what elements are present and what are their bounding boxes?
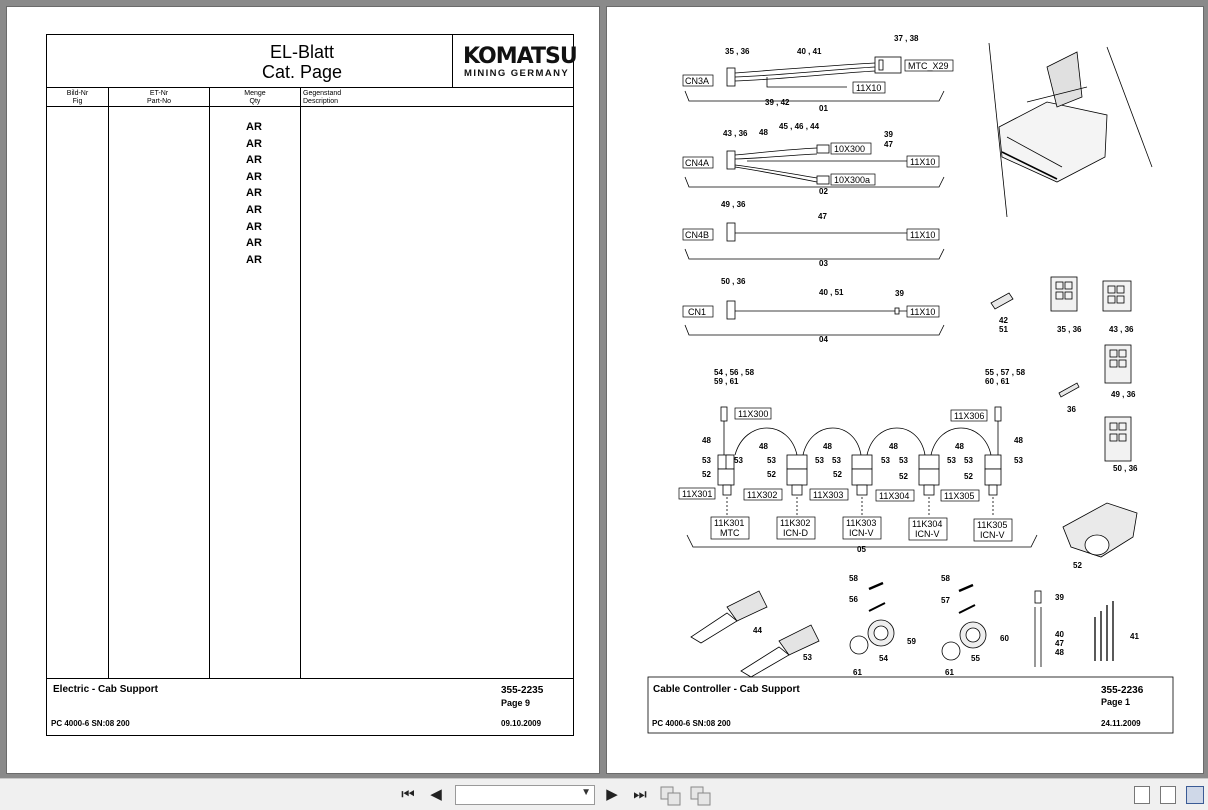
part-label: 48 — [759, 128, 768, 137]
part-label: 52 — [702, 470, 711, 479]
part-label: 52 — [833, 470, 842, 479]
part-label: 36 — [1067, 405, 1076, 414]
connector-tag: CN4B — [685, 230, 710, 240]
connector-tag: CN4A — [685, 158, 710, 168]
previous-page-button[interactable]: ◀ — [430, 786, 442, 803]
footer-page: Page 1 — [1101, 697, 1131, 707]
connector-tag: MTC_X29 — [908, 61, 949, 71]
group-bracket — [685, 91, 944, 101]
part-label: 49 , 36 — [721, 200, 746, 209]
part-label: 48 — [823, 442, 832, 451]
part-label: 53 — [947, 456, 956, 465]
connector-tag: 11X10 — [910, 157, 936, 167]
part-label: 43 , 36 — [1109, 325, 1134, 334]
socket-tag: 11X303 — [813, 490, 844, 500]
first-page-button[interactable]: ⏮ — [401, 786, 415, 803]
module-name: ICN-V — [980, 530, 1005, 540]
part-label: 53 — [803, 653, 812, 662]
qty-cell: AR — [246, 254, 262, 266]
qty-cell: AR — [246, 154, 262, 166]
footer-title: Electric - Cab Support — [53, 684, 159, 695]
socket-tag: 11X304 — [879, 491, 910, 501]
column-divider — [300, 88, 301, 678]
part-label: 53 — [964, 456, 973, 465]
part-label: 53 — [1014, 456, 1023, 465]
part-label: 53 — [832, 456, 841, 465]
part-label: 57 — [941, 596, 950, 605]
part-label: 39 — [895, 289, 904, 298]
qty-cell: AR — [246, 171, 262, 183]
qty-cell: AR — [246, 237, 262, 249]
qty-cell: AR — [246, 138, 262, 150]
left-catalog-page — [6, 6, 600, 774]
part-label: 55 — [971, 654, 980, 663]
qty-cell: AR — [246, 121, 262, 133]
title-block — [47, 35, 577, 88]
part-label: 53 — [899, 456, 908, 465]
logo-wordmark: KOMATSU — [463, 44, 577, 69]
footer-model: PC 4000-6 SN:08 200 — [51, 719, 130, 728]
group-number: 04 — [819, 335, 828, 344]
group-number: 01 — [819, 104, 828, 113]
part-label: 40 , 41 — [797, 47, 822, 56]
right-diagram-page — [606, 6, 1204, 774]
socket-tag: 11X302 — [747, 490, 778, 500]
footer-date: 09.10.2009 — [501, 719, 542, 728]
part-label: 50 , 36 — [1113, 464, 1138, 473]
part-label: 43 , 36 — [723, 129, 748, 138]
footer-doc-number: 355-2236 — [1101, 685, 1144, 696]
part-label: 48 — [702, 436, 711, 445]
viewer-toolbar — [0, 778, 1208, 810]
part-label: 60 — [1000, 634, 1009, 643]
module-id: 11K302 — [780, 518, 811, 528]
part-label: 45 , 46 , 44 — [779, 122, 820, 131]
part-label: 35 , 36 — [725, 47, 750, 56]
group-number: 02 — [819, 187, 828, 196]
footer-divider — [47, 678, 573, 679]
group-bracket — [685, 177, 944, 187]
part-label: 55 , 57 , 58 — [985, 368, 1026, 377]
part-label: 47 — [1055, 639, 1064, 648]
col-header-description: Gegenstand Description — [303, 90, 342, 105]
part-label: 35 , 36 — [1057, 325, 1082, 334]
title-line-1: EL-Blatt — [269, 42, 335, 62]
part-label: 48 — [955, 442, 964, 451]
connector-tag: 11X10 — [910, 307, 936, 317]
wiring-diagram — [607, 7, 1203, 773]
column-divider — [108, 88, 109, 678]
catalog-sheet — [46, 34, 577, 736]
part-label: 61 — [945, 668, 954, 677]
part-label: 48 — [1014, 436, 1023, 445]
part-label: 56 — [849, 595, 858, 604]
col-header-part-no: ET-Nr Part-No — [146, 90, 172, 105]
part-label: 49 , 36 — [1111, 390, 1136, 399]
part-label: 53 — [734, 456, 743, 465]
part-label: 39 — [1055, 593, 1064, 602]
footer-doc-number: 355-2235 — [501, 685, 544, 696]
part-label: 52 — [899, 472, 908, 481]
continuous-view-icon[interactable] — [1160, 786, 1176, 804]
footer-model: PC 4000-6 SN:08 200 — [652, 719, 731, 728]
page-selector[interactable] — [455, 785, 595, 805]
two-page-view-icon[interactable] — [1186, 786, 1204, 804]
part-label: 39 — [884, 130, 893, 139]
part-label: 52 — [767, 470, 776, 479]
header-divider — [47, 106, 573, 107]
part-label: 53 — [702, 456, 711, 465]
logo-subtitle: MINING GERMANY — [464, 68, 570, 79]
komatsu-logo — [452, 35, 577, 87]
module-name: MTC — [720, 528, 740, 538]
group-bracket — [685, 249, 944, 259]
forward-view-icon[interactable] — [690, 786, 712, 806]
footer-title: Cable Controller - Cab Support — [653, 684, 800, 695]
part-label: 48 — [1055, 648, 1064, 657]
part-label: 48 — [759, 442, 768, 451]
part-label: 53 — [881, 456, 890, 465]
part-label: 61 — [853, 668, 862, 677]
part-label: 42 — [999, 316, 1008, 325]
chevron-down-icon: ▼ — [581, 787, 591, 798]
part-label: 50 , 36 — [721, 277, 746, 286]
part-label: 48 — [889, 442, 898, 451]
qty-cell: AR — [246, 221, 262, 233]
part-label: 54 , 56 , 58 — [714, 368, 755, 377]
part-label: 40 — [1055, 630, 1064, 639]
connector-tag: CN3A — [685, 76, 710, 86]
module-name: ICN-V — [915, 529, 940, 539]
footer-date: 24.11.2009 — [1101, 719, 1141, 728]
part-label: 58 — [849, 574, 858, 583]
connector-tag: 11X10 — [856, 83, 882, 93]
connector-tag: 11X10 — [910, 230, 936, 240]
module-name: ICN-D — [783, 528, 808, 538]
connector-tag: 10X300 — [834, 144, 866, 154]
part-label: 37 , 38 — [894, 34, 919, 43]
part-label: 47 — [884, 140, 893, 149]
connector-tag: 11X306 — [954, 411, 985, 421]
footer-page: Page 9 — [501, 698, 531, 708]
connector-tag: CN1 — [688, 307, 707, 317]
part-label: 41 — [1130, 632, 1139, 641]
qty-cell: AR — [246, 187, 262, 199]
part-label: 53 — [815, 456, 824, 465]
socket-tag: 11X305 — [944, 491, 975, 501]
module-name: ICN-V — [849, 528, 874, 538]
part-label: 51 — [999, 325, 1008, 334]
part-label: 40 , 51 — [819, 288, 844, 297]
last-page-button[interactable]: ⏭ — [633, 786, 647, 803]
back-view-icon[interactable] — [660, 786, 682, 806]
group-bracket — [685, 325, 944, 335]
connector-tag: 11X300 — [738, 409, 769, 419]
part-label: 59 — [907, 637, 916, 646]
part-label: 60 , 61 — [985, 377, 1010, 386]
part-label: 52 — [964, 472, 973, 481]
col-header-qty: Menge Qty — [244, 90, 266, 105]
module-id: 11K304 — [912, 519, 943, 529]
single-page-view-icon[interactable] — [1134, 786, 1150, 804]
module-id: 11K301 — [714, 518, 745, 528]
module-id: 11K303 — [846, 518, 877, 528]
next-page-button[interactable]: ▶ — [606, 786, 618, 803]
part-label: 54 — [879, 654, 888, 663]
group-number: 05 — [857, 545, 866, 554]
connector-tag: 10X300a — [834, 175, 871, 185]
part-label: 53 — [767, 456, 776, 465]
col-header-fig: Bild-Nr Fig — [66, 90, 89, 105]
socket-tag: 11X301 — [682, 489, 713, 499]
part-label: 52 — [1073, 561, 1082, 570]
part-label: 44 — [753, 626, 762, 635]
part-label: 59 , 61 — [714, 377, 739, 386]
module-id: 11K305 — [977, 520, 1008, 530]
part-label: 47 — [818, 212, 827, 221]
qty-cell: AR — [246, 204, 262, 216]
group-number: 03 — [819, 259, 828, 268]
part-label: 58 — [941, 574, 950, 583]
title-line-2: Cat. Page — [261, 62, 343, 82]
part-label: 39 , 42 — [765, 98, 790, 107]
